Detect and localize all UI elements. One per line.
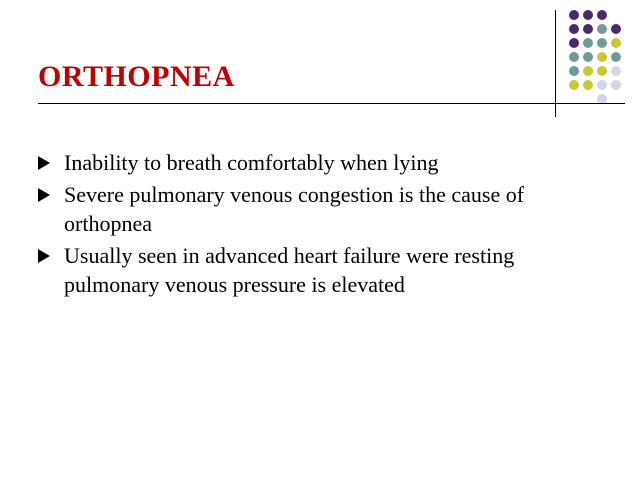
bullet-list — [38, 148, 608, 302]
list-item — [38, 148, 608, 177]
dot-icon — [583, 38, 593, 48]
dot-icon — [583, 66, 593, 76]
dot-icon — [583, 52, 593, 62]
dot-icon — [583, 10, 593, 20]
dot-icon — [597, 52, 607, 62]
vertical-divider — [555, 10, 556, 117]
triangle-bullet-icon — [38, 188, 50, 202]
dot-icon — [569, 80, 579, 90]
dot-icon — [611, 24, 621, 34]
bullet-text: Inability to breath comfortably when lying — [64, 150, 439, 175]
dot-icon — [583, 24, 593, 34]
dot-icon — [597, 10, 607, 20]
dot-icon — [611, 66, 621, 76]
dot-icon — [597, 66, 607, 76]
list-item — [38, 180, 608, 238]
dot-icon — [611, 80, 621, 90]
dot-icon — [569, 52, 579, 62]
dot-icon — [611, 38, 621, 48]
dot-icon — [597, 80, 607, 90]
dot-icon — [569, 66, 579, 76]
dot-icon — [569, 38, 579, 48]
dot-icon — [583, 80, 593, 90]
dot-icon — [569, 10, 579, 20]
list-item — [38, 241, 608, 299]
horizontal-divider — [38, 103, 625, 104]
dot-icon — [597, 24, 607, 34]
dot-icon — [569, 24, 579, 34]
bullet-text: Usually seen in advanced heart failure were resting pulmonary venous pressure is elevated — [64, 243, 515, 297]
dot-icon — [597, 38, 607, 48]
bullet-text: Severe pulmonary venous congestion is the cause of orthopnea — [64, 182, 525, 236]
slide-title: ORTHOPNEA — [38, 60, 235, 93]
triangle-bullet-icon — [38, 249, 50, 263]
dot-icon — [611, 52, 621, 62]
triangle-bullet-icon — [38, 156, 50, 170]
